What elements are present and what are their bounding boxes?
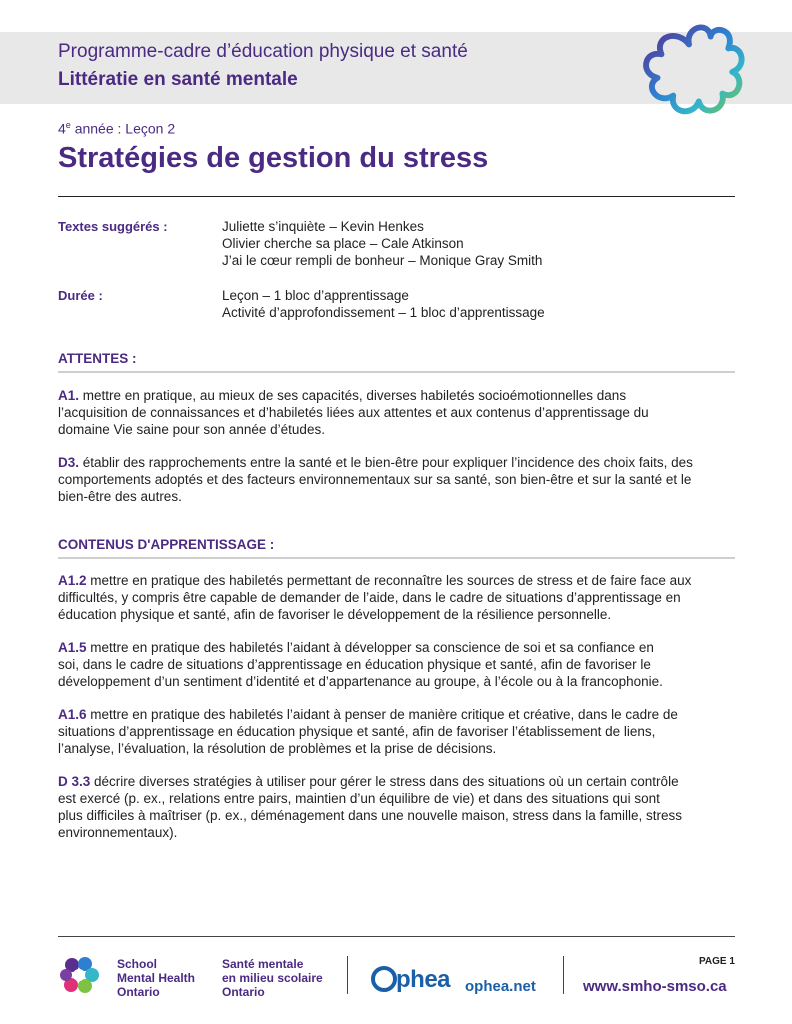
ophea-link[interactable]: ophea.net — [465, 978, 536, 995]
expectations-heading: ATTENTES : — [58, 351, 137, 366]
expectation-code: D3. — [58, 455, 80, 470]
text-item: Olivier cherche sa place – Cale Atkinson — [222, 236, 464, 251]
texts-list — [222, 218, 542, 269]
content-a1-5: A1.5 mettre en pratique des habiletés l’aidant à développer sa conscience de soi et sa confiance en soi, dans le cadre de situations d’apprentissage en éducation physique et santé, afin de favoriser le développement d’un sentiment d’identité et d’appartenance au groupe, à l’école ou à la francophonie. — [58, 640, 663, 689]
expectations-rule — [58, 371, 735, 373]
footer-separator — [563, 956, 564, 994]
texts-label: Textes suggérés : — [58, 219, 168, 234]
smho-link[interactable]: www.smho-smso.ca — [583, 978, 727, 995]
title-divider — [58, 196, 735, 197]
expectation-d3: D3. établir des rapprochements entre la santé et le bien-être pour expliquer l’incidence des choix faits, des comportements adoptés et des facteurs environnementaux sur sa santé, son bien-être et sur la santé et le bien-être des autres. — [58, 455, 693, 504]
duration-item: Activité d’approfondissement – 1 bloc d’apprentissage — [222, 305, 545, 320]
expectation-a1: A1. mettre en pratique, au mieux de ses capacités, diverses habiletés socioémotionnelles dans l’acquisition de connaissances et d’habiletés liées aux attentes et aux contenus d’apprentissage du domaine Vie saine pour son année d’études. — [58, 388, 649, 437]
duration-label: Durée : — [58, 288, 103, 303]
text-item: J’ai le cœur rempli de bonheur – Monique Gray Smith — [222, 253, 543, 268]
program-title: Programme-cadre d’éducation physique et santé — [58, 41, 468, 62]
program-subtitle: Littératie en santé mentale — [58, 69, 298, 90]
smho-name-en: School Mental Health Ontario — [117, 957, 196, 999]
duration-list — [222, 287, 545, 321]
content-d3-3: D 3.3 décrire diverses stratégies à utiliser pour gérer le stress dans des situations où un certain contrôle est exercé (p. ex., relations entre pairs, maintien d’un équilibre de vie) et dans des situations qui sont plus difficiles à maîtriser (p. ex., déménagement dans une nouvelle maison, stress dans la famille, stress environnementaux). — [58, 774, 683, 840]
content-rule — [58, 557, 735, 559]
footer-divider — [58, 936, 735, 937]
flower-logo-icon — [630, 14, 748, 126]
content-code: A1.2 — [58, 573, 87, 588]
content-code: D 3.3 — [58, 774, 91, 789]
duration-item: Leçon – 1 bloc d’apprentissage — [222, 288, 409, 303]
ophea-logo-icon — [371, 966, 397, 992]
footer-separator — [347, 956, 348, 994]
page-number: PAGE 1 — [699, 956, 735, 967]
content-a1-6: A1.6 mettre en pratique des habiletés l’aidant à penser de manière critique et créative, dans le cadre de situations d’apprentissage en éducation physique et santé, afin de favoriser l’établissement de liens, l’analyse, l’évaluation, la résolution de problèmes et la prise de décisions. — [58, 707, 678, 756]
content-a1-2: A1.2 mettre en pratique des habiletés permettant de reconnaître les sources de stress et de faire face aux difficultés, y compris être capable de demander de l’aide, dans le cadre de situations d’apprentissage en éducation physique et santé, afin de favoriser le développement de la résilience personnelle. — [58, 573, 692, 622]
smho-logo-icon — [58, 955, 102, 995]
lesson-label: 4e année : Leçon 2 — [58, 120, 176, 137]
text-item: Juliette s’inquiète – Kevin Henkes — [222, 219, 424, 234]
expectation-code: A1. — [58, 388, 80, 403]
page-title: Stratégies de gestion du stress — [58, 142, 489, 174]
ophea-logo-text: phea — [396, 966, 451, 993]
content-heading: CONTENUS D'APPRENTISSAGE : — [58, 537, 275, 552]
content-code: A1.5 — [58, 640, 87, 655]
content-code: A1.6 — [58, 707, 87, 722]
smho-name-fr: Santé mentale en milieu scolaire Ontario — [222, 957, 323, 999]
